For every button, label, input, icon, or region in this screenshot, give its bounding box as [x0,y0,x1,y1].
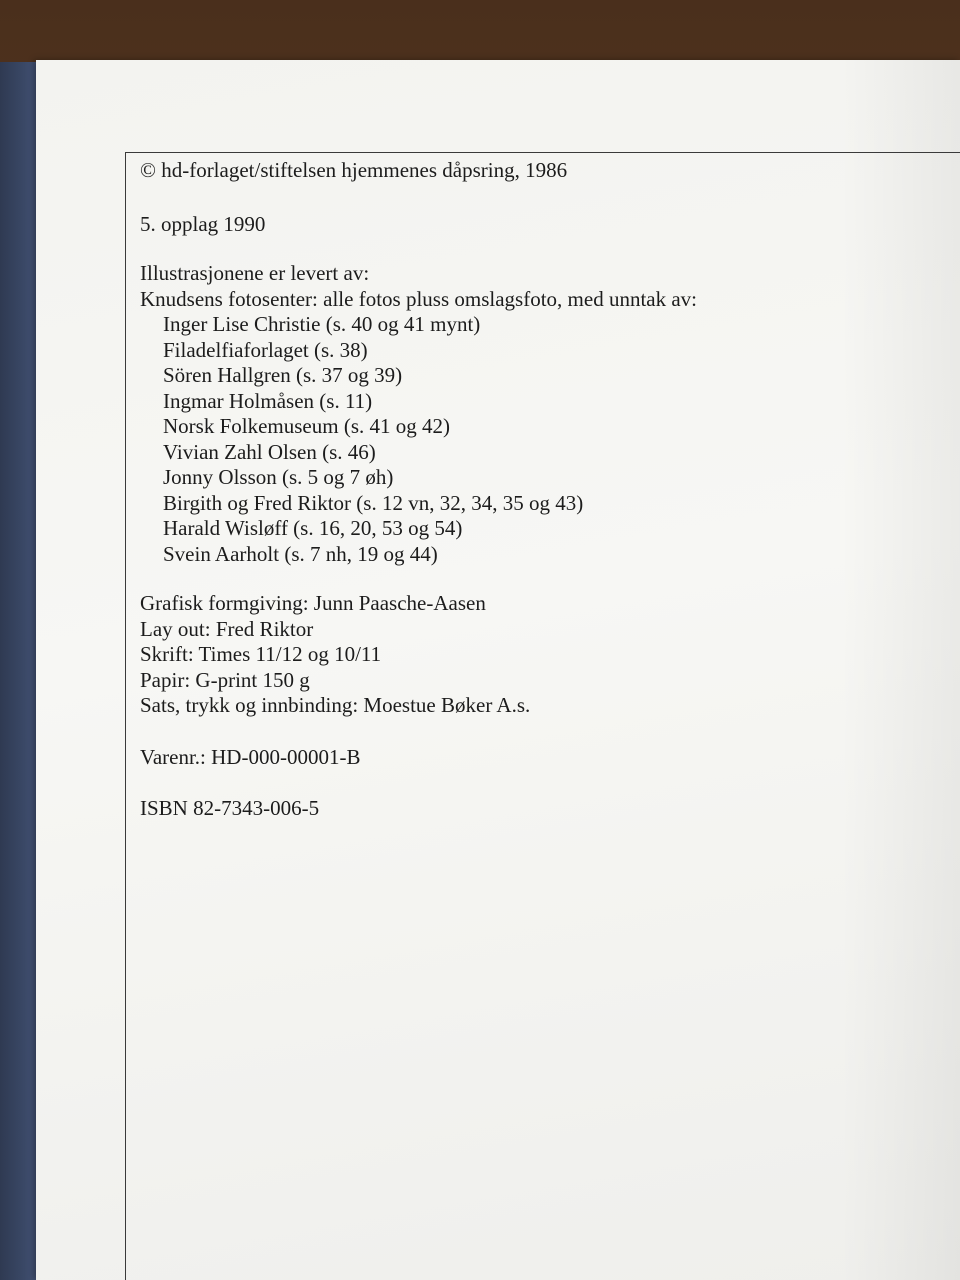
copyright-line: © hd-forlaget/stiftelsen hjemmenes dåpsring, 1986 [140,158,568,182]
item-number: Varenr.: HD-000-00001-B [140,744,361,769]
printer-credit: Sats, trykk og innbinding: Moestue Bøker A.s. [140,693,531,717]
credit-item: Svein Aarholt (s. 7 nh, 19 og 44) [163,541,438,566]
credit-item: Filadelfiaforlaget (s. 38) [163,337,368,362]
illustrations-heading: Illustrasjonene er levert av: [140,261,370,285]
production-credits [140,591,920,719]
book-cover-edge [0,62,40,1280]
credit-item: Harald Wisløff (s. 16, 20, 53 og 54) [163,516,463,540]
credit-item: Jonny Olsson (s. 5 og 7 øh) [163,465,394,489]
typeface-info: Skrift: Times 11/12 og 10/11 [140,642,382,666]
book-page [36,60,960,1280]
credit-item: Sören Hallgren (s. 37 og 39) [163,363,403,387]
isbn-number: ISBN 82-7343-006-5 [140,796,320,820]
colophon-text [140,156,920,822]
design-credit: Grafisk formgiving: Junn Paasche-Aasen [140,591,486,615]
main-photo-credit: Knudsens fotosenter: alle fotos pluss omslagsfoto, med unntak av: [140,286,698,311]
credit-item: Inger Lise Christie (s. 40 og 41 mynt) [163,312,481,336]
credit-item: Vivian Zahl Olsen (s. 46) [163,439,376,464]
paper-info: Papir: G-print 150 g [140,667,310,692]
illustrations-credits [140,261,920,567]
credit-item: Norsk Folkemuseum (s. 41 og 42) [163,414,450,438]
credit-item: Ingmar Holmåsen (s. 11) [163,388,373,413]
credit-item: Birgith og Fred Riktor (s. 12 vn, 32, 34, 35 og 43) [163,490,584,515]
layout-credit: Lay out: Fred Riktor [140,616,314,641]
edition-line: 5. opplag 1990 [140,211,266,236]
